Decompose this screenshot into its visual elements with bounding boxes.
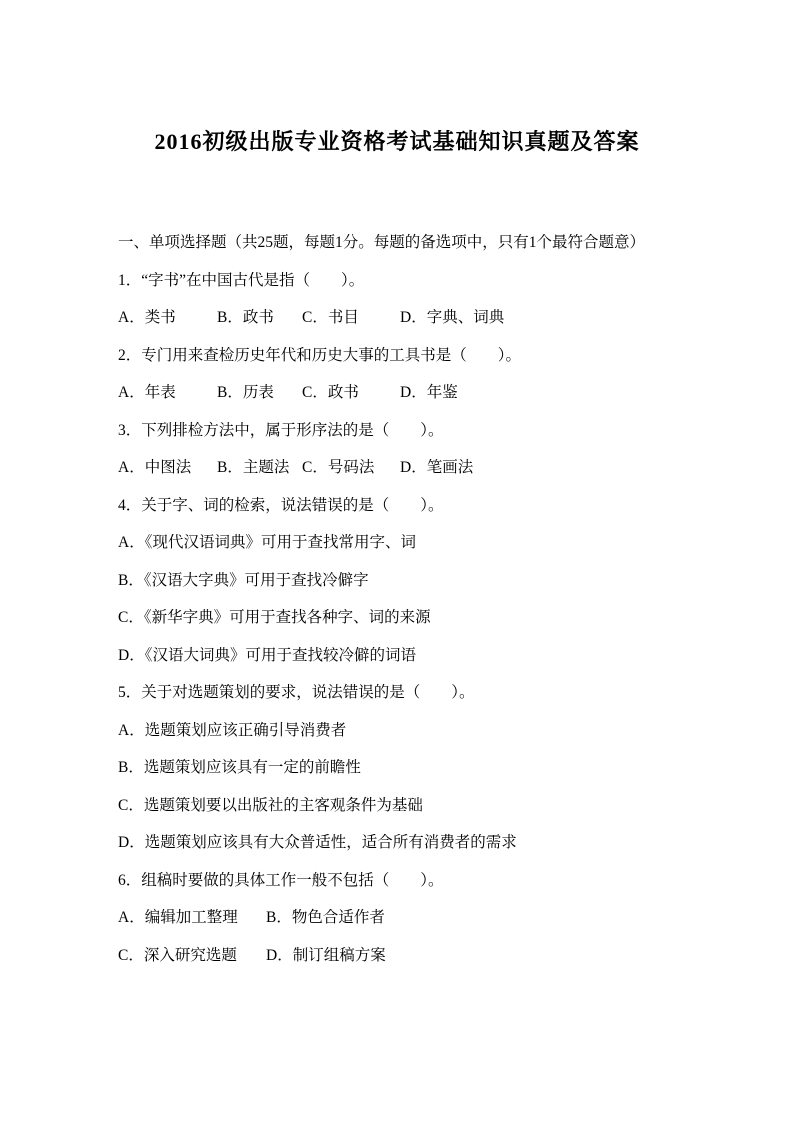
option: A．《现代汉语词典》可用于查找常用字、词 [118, 534, 416, 551]
question-stem: 5．关于对选题策划的要求，说法错误的是（ ）。 [118, 684, 475, 701]
option-line [118, 787, 754, 825]
question-stem: 1．“字书”在中国古代是指（ ）。 [118, 271, 365, 289]
option-line [118, 374, 754, 412]
option-line [118, 524, 754, 562]
option-line [118, 899, 754, 937]
option: D．年鉴 [400, 384, 458, 401]
section-heading: 一、单项选择题（共25题，每题1分。每题的备选项中，只有1个最符合题意） [118, 234, 646, 251]
option-line [118, 599, 754, 637]
option-line [118, 937, 754, 975]
option-line [118, 824, 754, 862]
option-line [118, 712, 754, 750]
option-line [118, 637, 754, 675]
option: A．类书 [118, 309, 176, 326]
question-stem: 2．专门用来查检历史年代和历史大事的工具书是（ ）。 [118, 346, 522, 364]
option: D．笔画法 [400, 459, 474, 476]
option: B．《汉语大字典》可用于查找冷僻字 [118, 571, 369, 589]
option: C．选题策划要以出版社的主客观条件为基础 [118, 796, 423, 814]
document-body [118, 224, 754, 974]
option: C．政书 [302, 384, 359, 401]
option: D．制订组稿方案 [266, 946, 386, 964]
option: B．选题策划应该具有一定的前瞻性 [118, 759, 361, 776]
option: C．号码法 [302, 459, 375, 476]
option-line [118, 562, 754, 600]
option: C．《新华字典》可用于查找各种字、词的来源 [118, 609, 431, 626]
option: C．书目 [302, 309, 359, 326]
option: A．编辑加工整理 [118, 909, 238, 926]
option: D．选题策划应该具有大众普适性，适合所有消费者的需求 [118, 834, 517, 851]
question-stem: 4．关于字、词的检索，说法错误的是（ ）。 [118, 496, 444, 514]
option: A．选题策划应该正确引导消费者 [118, 721, 347, 739]
question-stem: 3．下列排检方法中，属于形序法的是（ ）。 [118, 421, 444, 439]
option: A．中图法 [118, 459, 192, 476]
option: B．政书 [217, 309, 274, 326]
option-line [118, 749, 754, 787]
option-line [118, 449, 754, 487]
question-stem: 6．组稿时要做的具体工作一般不包括（ ）。 [118, 871, 444, 889]
questions-list [118, 262, 754, 975]
option: A．年表 [118, 384, 176, 401]
option: D．《汉语大词典》可用于查找较冷僻的词语 [118, 646, 416, 664]
option: D．字典、词典 [400, 309, 505, 326]
option: C．深入研究选题 [118, 946, 237, 964]
option: B．主题法 [217, 459, 290, 476]
option: B．历表 [217, 384, 274, 401]
option: B．物色合适作者 [266, 909, 385, 926]
document-title: 2016初级出版专业资格考试基础知识真题及答案 [154, 129, 640, 154]
option-line [118, 299, 754, 337]
